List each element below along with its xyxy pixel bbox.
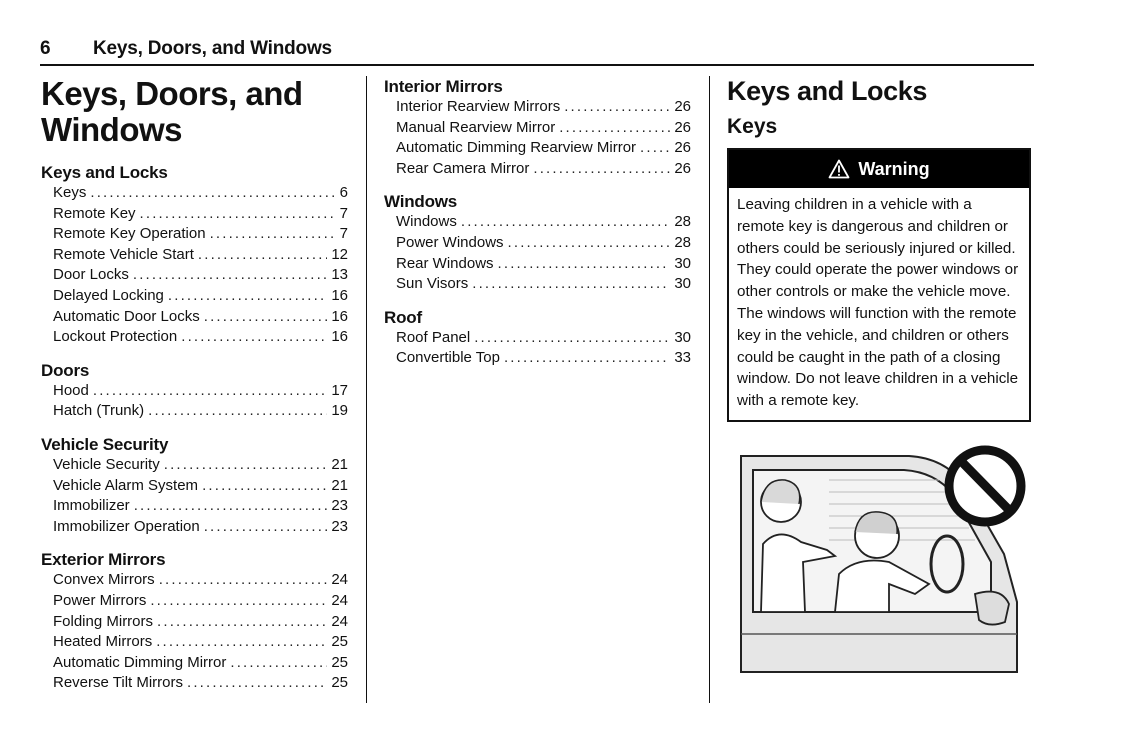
toc-entry-label: Manual Rearview Mirror [396,118,556,136]
toc-entry[interactable] [41,245,348,266]
toc-list [384,328,691,369]
toc-entry[interactable] [41,517,348,538]
page-number: 6 [40,38,51,59]
toc-entry[interactable] [41,286,348,307]
toc-entry-page: 30 [674,275,691,293]
toc-entry-label: Folding Mirrors [53,612,154,630]
toc-entry-label: Keys [53,184,87,201]
toc-entry-page: 25 [331,674,348,692]
toc-leader-dots [140,204,336,225]
toc-leader-dots [157,612,327,633]
toc-leader-dots [504,348,670,369]
toc-entry[interactable] [384,233,691,254]
child-in-car-illustration [739,444,1029,674]
toc-entry[interactable] [41,307,348,328]
toc-entry[interactable] [41,496,348,517]
toc-entry-page: 7 [339,225,348,243]
toc-entry[interactable] [41,653,348,674]
toc-leader-dots [210,224,336,245]
toc-leader-dots [156,632,327,653]
toc-entry[interactable] [384,254,691,275]
section-title: Keys and Locks [727,76,927,106]
toc-leader-dots [187,673,327,694]
toc-entry-label: Immobilizer Operation [53,517,200,535]
toc-entry-page: 16 [331,286,348,304]
toc-entry[interactable] [41,612,348,633]
toc-entry[interactable] [41,204,348,225]
toc-entry[interactable] [41,224,348,245]
toc-entry-label: Hatch (Trunk) [53,402,145,420]
toc-entry[interactable] [384,97,691,118]
toc-entry[interactable] [41,265,348,286]
toc-section-heading: Windows [384,192,458,212]
toc-entry-page: 6 [339,184,348,201]
toc-entry-label: Rear Windows [396,254,494,272]
toc-leader-dots [133,265,327,286]
toc-entry[interactable] [384,212,691,233]
toc-entry-page: 23 [331,517,348,535]
toc-leader-dots [134,496,328,517]
toc-entry-page: 13 [331,266,348,284]
toc-entry-label: Door Locks [53,266,129,284]
toc-section-heading: Vehicle Security [41,434,169,454]
toc-list [41,570,348,694]
toc-leader-dots [198,245,327,266]
toc-entry-page: 33 [674,349,691,367]
toc-section-heading: Keys and Locks [41,163,168,182]
toc-entry-label: Automatic Dimming Mirror [53,653,227,671]
no-symbol-icon [949,450,1021,522]
chapter-title-line: Keys, Doors, and [41,75,303,112]
toc-entry-label: Windows [396,213,457,231]
toc-entry-label: Immobilizer [53,497,130,515]
toc-entry-page: 7 [339,204,348,222]
toc-leader-dots [90,183,335,204]
chapter-title [41,76,348,148]
page-header [40,38,1034,66]
toc-entry-label: Remote Key Operation [53,225,206,243]
toc-entry-page: 16 [331,307,348,325]
toc-entry[interactable] [41,183,348,204]
toc-leader-dots [164,455,328,476]
toc-entry-page: 21 [331,476,348,494]
toc-entry[interactable] [41,455,348,476]
column-divider [709,76,710,703]
toc-column-left [41,76,348,706]
toc-section-heading: Interior Mirrors [384,77,503,96]
toc-leader-dots [181,327,327,348]
toc-leader-dots [533,159,670,180]
toc-entry-page: 16 [331,328,348,346]
toc-entry-page: 28 [674,233,691,251]
toc-entry[interactable] [384,274,691,295]
toc-leader-dots [148,401,327,422]
toc-leader-dots [559,118,670,139]
toc-entry-page: 30 [674,328,691,346]
toc-section-heading: Roof [384,307,422,327]
toc-section-heading: Exterior Mirrors [41,550,166,570]
toc-leader-dots [168,286,327,307]
toc-entry-label: Lockout Protection [53,328,178,346]
subsection-title: Keys [727,115,778,138]
toc-entry-label: Automatic Door Locks [53,307,200,325]
toc-entry-label: Roof Panel [396,328,471,346]
toc-entry-label: Remote Vehicle Start [53,245,194,263]
column-divider [366,76,367,703]
running-title: Keys, Doors, and Windows [93,38,332,59]
toc-list [384,212,691,294]
toc-leader-dots [474,328,670,349]
toc-entry-label: Remote Key [53,204,136,222]
toc-list [41,455,348,537]
warning-header [729,150,1029,188]
toc-leader-dots [202,476,327,497]
toc-entry-label: Rear Camera Mirror [396,159,530,177]
toc-leader-dots [93,381,327,402]
toc-column-middle [384,76,691,381]
content-column [727,76,1035,422]
toc-list [41,381,348,422]
toc-entry[interactable] [41,401,348,422]
warning-triangle-icon [828,159,850,179]
toc-entry-label: Hood [53,381,89,399]
toc-leader-dots [204,517,328,538]
toc-entry-page: 19 [331,402,348,420]
toc-entry-page: 30 [674,254,691,272]
warning-label: Warning [858,158,930,179]
warning-text: Leaving children in a vehicle with a remote key is dangerous and children or others could be seriously injured or killed. They could operate the power windows or other controls or make the vehicle move. The windows will function with the remote key in the vehicle, and children or others could be caught in the path of a closing window. Do not leave children in a vehicle with a remote key. [737,196,1019,410]
toc-entry[interactable] [384,138,691,159]
warning-box [727,148,1031,422]
toc-entry-page: 26 [674,118,691,136]
toc-entry[interactable] [41,327,348,348]
toc-entry-page: 25 [331,653,348,671]
toc-entry[interactable] [41,476,348,497]
toc-entry-label: Heated Mirrors [53,633,153,651]
toc-entry-page: 24 [331,612,348,630]
toc-entry-label: Convex Mirrors [53,571,155,589]
chapter-title-line: Windows [41,111,183,148]
toc-list [41,183,348,348]
toc-entry-label: Vehicle Alarm System [53,476,199,494]
toc-entry-label: Sun Visors [396,275,469,293]
toc-entry-label: Vehicle Security [53,455,160,473]
toc-entry-label: Convertible Top [396,349,500,367]
toc-entry-page: 24 [331,571,348,589]
toc-entry[interactable] [41,381,348,402]
toc-entry[interactable] [384,348,691,369]
toc-entry[interactable] [384,328,691,349]
toc-leader-dots [150,591,327,612]
toc-entry-page: 28 [674,213,691,231]
toc-entry[interactable] [41,591,348,612]
toc-leader-dots [159,570,328,591]
toc-leader-dots [564,97,670,118]
toc-entry-page: 21 [331,455,348,473]
toc-leader-dots [640,138,670,159]
toc-list [384,97,691,179]
toc-entry-label: Delayed Locking [53,286,164,304]
toc-sections [384,76,691,369]
toc-entry-page: 24 [331,591,348,609]
toc-entry-label: Power Windows [396,233,504,251]
toc-entry-page: 26 [674,139,691,157]
toc-entry-page: 26 [674,159,691,177]
toc-leader-dots [204,307,328,328]
toc-sections [41,162,348,694]
toc-entry[interactable] [384,118,691,139]
toc-leader-dots [472,274,670,295]
toc-entry-page: 25 [331,633,348,651]
toc-entry-label: Automatic Dimming Rearview Mirror [396,139,637,157]
toc-entry-page: 26 [674,98,691,115]
toc-entry-label: Power Mirrors [53,591,147,609]
toc-leader-dots [498,254,671,275]
toc-leader-dots [461,212,670,233]
toc-entry[interactable] [41,570,348,591]
toc-leader-dots [230,653,327,674]
toc-entry-page: 23 [331,497,348,515]
toc-entry[interactable] [41,673,348,694]
toc-entry-label: Reverse Tilt Mirrors [53,674,184,692]
toc-leader-dots [508,233,671,254]
toc-entry-page: 12 [331,245,348,263]
toc-entry[interactable] [41,632,348,653]
toc-entry[interactable] [384,159,691,180]
toc-entry-label: Interior Rearview Mirrors [396,98,561,115]
toc-entry-page: 17 [331,381,348,399]
toc-section-heading: Doors [41,360,90,380]
